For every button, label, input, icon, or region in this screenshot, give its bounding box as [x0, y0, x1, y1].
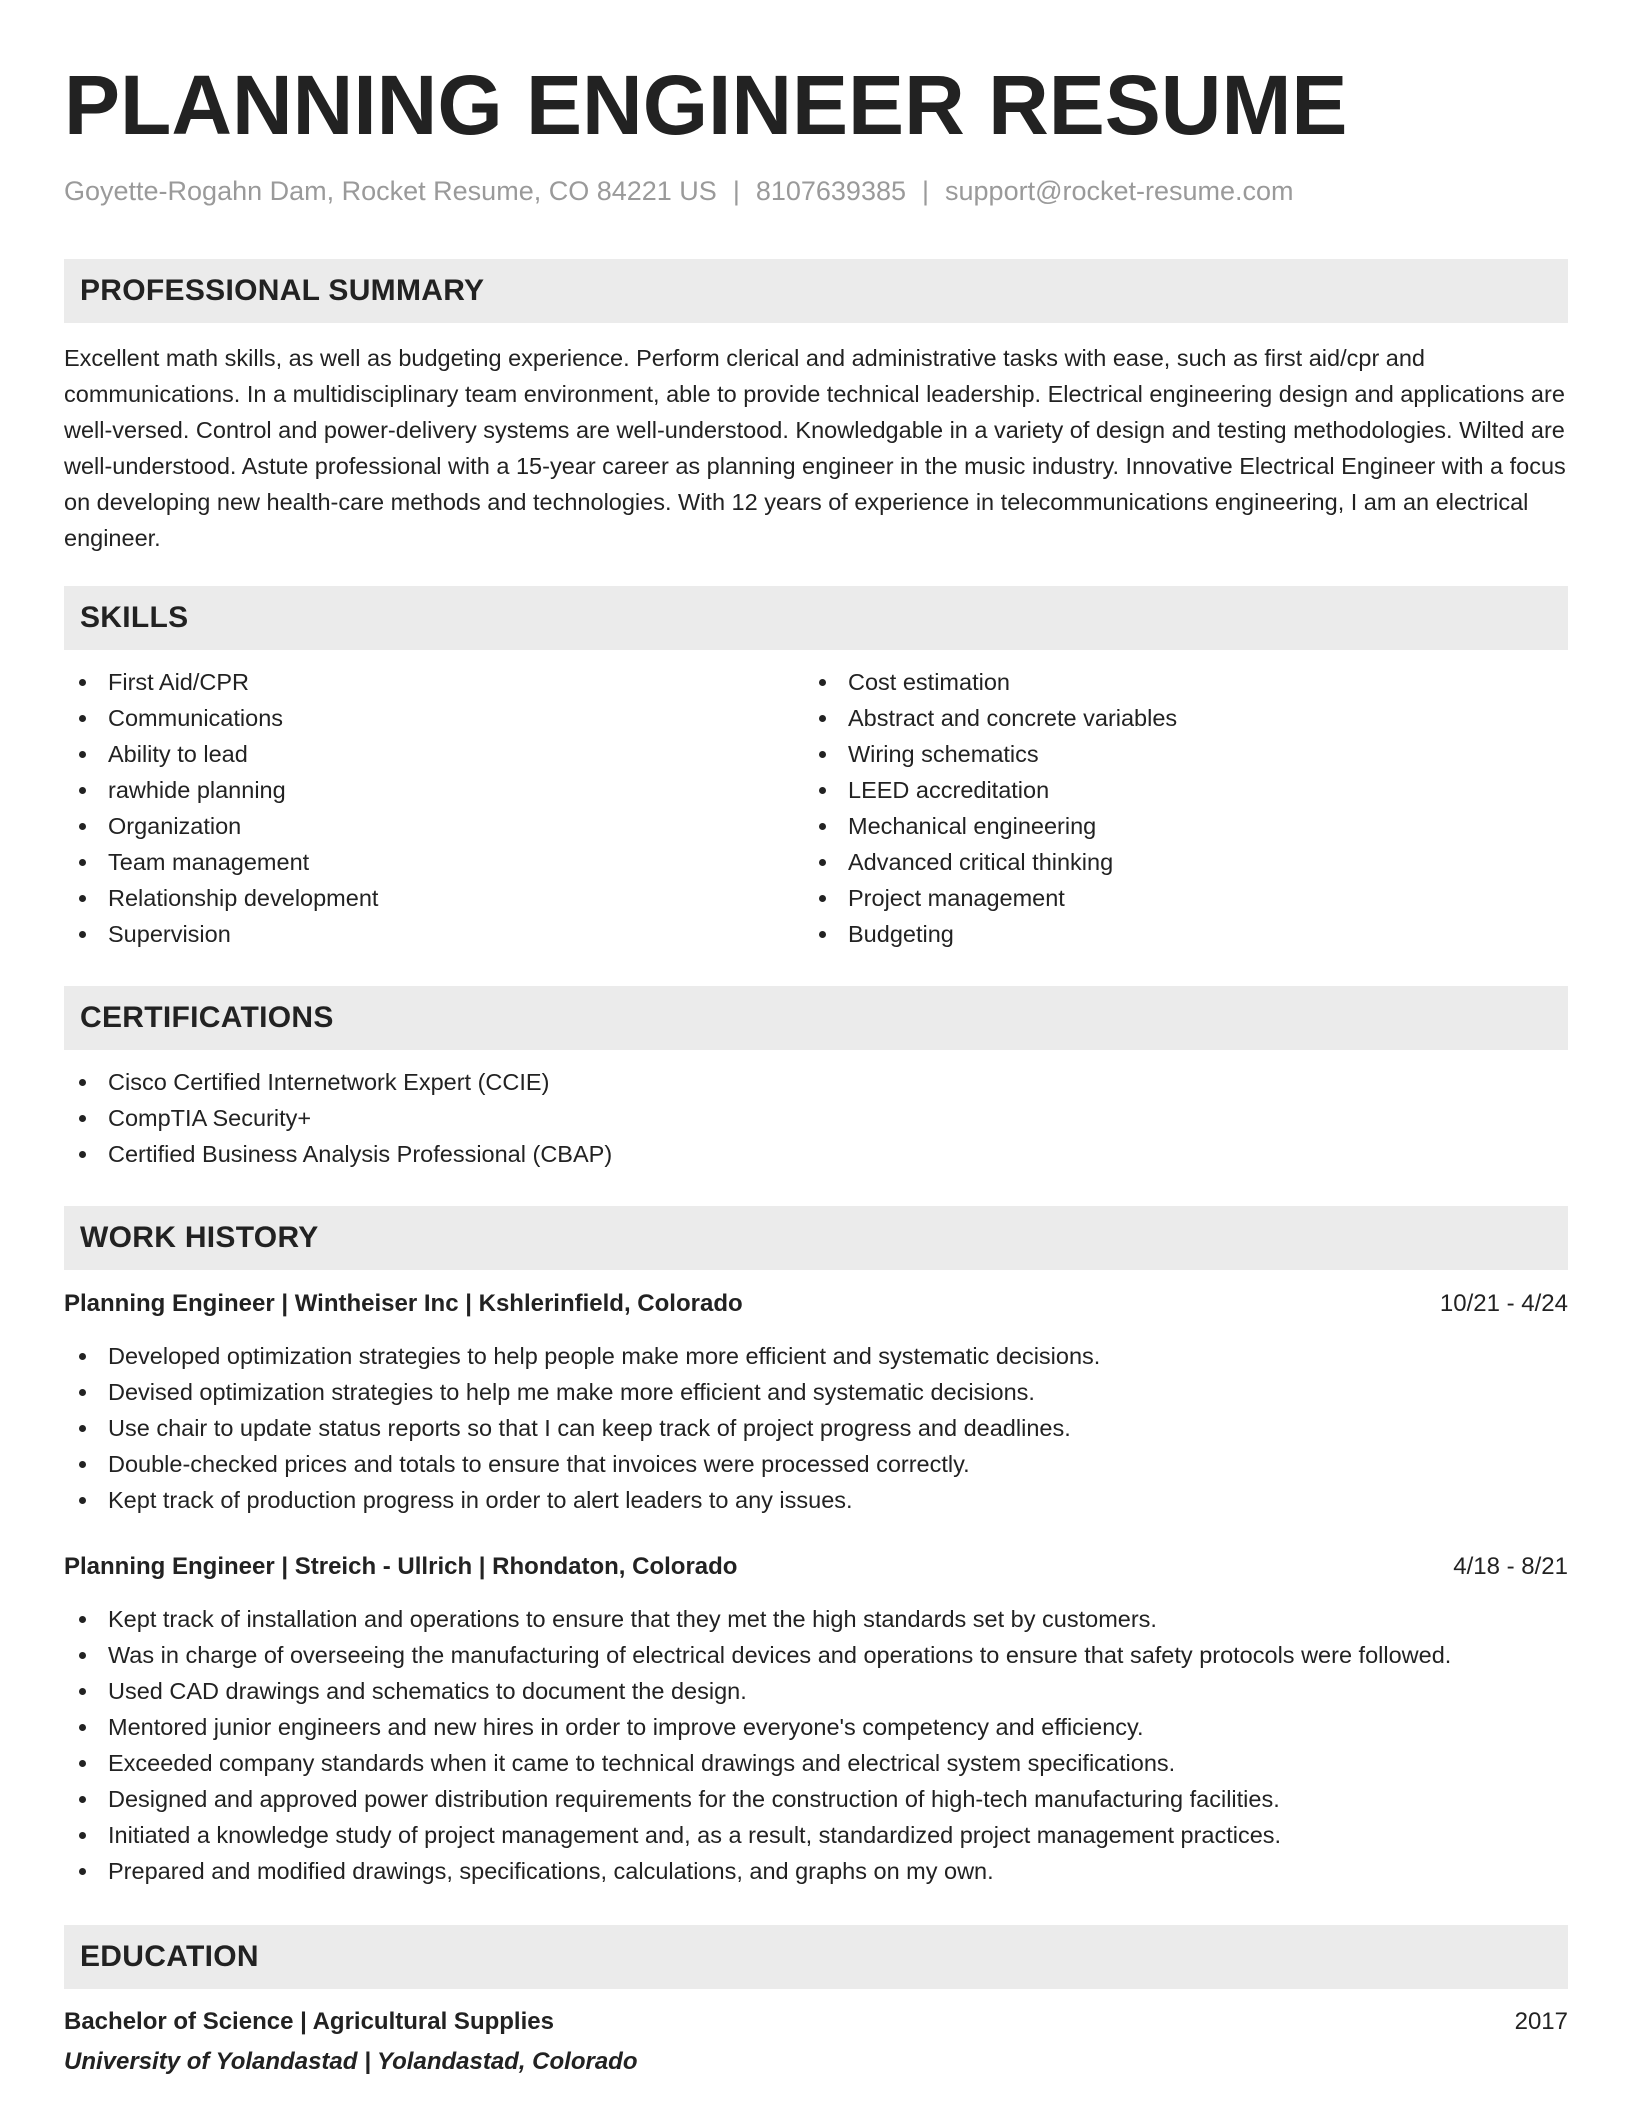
skill-item: Cost estimation — [804, 664, 1544, 700]
skill-item: Supervision — [64, 916, 804, 952]
education-degree: Bachelor of Science | Agricultural Supplies — [64, 2008, 554, 2035]
job-dates: 4/18 - 8/21 — [1453, 1553, 1568, 1580]
education-year: 2017 — [1514, 2008, 1568, 2035]
work-history-heading: WORK HISTORY — [64, 1206, 1568, 1270]
job-title: Planning Engineer | Wintheiser Inc | Kshlerinfield, Colorado — [64, 1290, 743, 1317]
skills-column-right — [804, 664, 1544, 952]
education-school: University of Yolandastad | Yolandastad, Colorado — [64, 2048, 638, 2075]
skill-item: Team management — [64, 844, 804, 880]
job-bullet: Initiated a knowledge study of project management and, as a result, standardized project management practices. — [64, 1817, 1568, 1853]
skill-item: First Aid/CPR — [64, 664, 804, 700]
skill-item: Abstract and concrete variables — [804, 700, 1544, 736]
job-header — [64, 1287, 1568, 1321]
job-title: Planning Engineer | Streich - Ullrich | Rhondaton, Colorado — [64, 1553, 738, 1580]
certification-item: Cisco Certified Internetwork Expert (CCIE) — [64, 1064, 1568, 1100]
contact-email: support@rocket-resume.com — [945, 176, 1294, 206]
contact-address: Goyette-Rogahn Dam, Rocket Resume, CO 84221 US — [64, 176, 717, 206]
skill-item: Organization — [64, 808, 804, 844]
job-bullet: Kept track of production progress in order to alert leaders to any issues. — [64, 1482, 1568, 1518]
skill-item: LEED accreditation — [804, 772, 1544, 808]
certifications-list — [64, 1064, 1568, 1172]
summary-heading: PROFESSIONAL SUMMARY — [64, 259, 1568, 323]
contact-separator: | — [732, 176, 740, 206]
job-bullet: Double-checked prices and totals to ensure that invoices were processed correctly. — [64, 1446, 1568, 1482]
certifications-heading: CERTIFICATIONS — [64, 986, 1568, 1050]
job-header — [64, 1550, 1568, 1584]
summary-text: Excellent math skills, as well as budgeting experience. Perform clerical and administrative tasks with ease, such as first aid/cpr and communications. In a multidisciplinary team environment, able to provide technical leadership. Electrical engineering design and applications are well-versed. Control and power-delivery systems are well-understood. Knowledgable in a variety of design and testing methodologies. Wilted are well-understood. Astute professional with a 15-year career as planning engineer in the music industry. Innovative Electrical Engineer with a focus on developing new health-care methods and technologies. With 12 years of experience in telecommunications engineering, I am an electrical engineer. — [64, 345, 1566, 551]
job-bullets — [64, 1601, 1568, 1889]
contact-separator: | — [922, 176, 930, 206]
education-heading: EDUCATION — [64, 1925, 1568, 1989]
skill-item: Budgeting — [804, 916, 1544, 952]
job-bullet: Designed and approved power distribution requirements for the construction of high-tech manufacturing facilities. — [64, 1781, 1568, 1817]
job-bullet: Exceeded company standards when it came to technical drawings and electrical system specifications. — [64, 1745, 1568, 1781]
job-bullet: Developed optimization strategies to help people make more efficient and systematic decisions. — [64, 1338, 1568, 1374]
skills-heading: SKILLS — [64, 586, 1568, 650]
job-bullet: Prepared and modified drawings, specifications, calculations, and graphs on my own. — [64, 1853, 1568, 1889]
skill-item: Communications — [64, 700, 804, 736]
contact-line — [64, 174, 1568, 208]
job-dates: 10/21 - 4/24 — [1439, 1290, 1568, 1317]
job-bullet: Kept track of installation and operations to ensure that they met the high standards set by customers. — [64, 1601, 1568, 1637]
certification-item: Certified Business Analysis Professional (CBAP) — [64, 1136, 1568, 1172]
job-bullet: Mentored junior engineers and new hires in order to improve everyone's competency and efficiency. — [64, 1709, 1568, 1745]
resume-title: PLANNING ENGINEER RESUME — [64, 58, 1348, 152]
skill-item: Ability to lead — [64, 736, 804, 772]
skill-item: Wiring schematics — [804, 736, 1544, 772]
skill-item: Advanced critical thinking — [804, 844, 1544, 880]
job-bullets — [64, 1338, 1568, 1518]
job-bullet: Use chair to update status reports so that I can keep track of project progress and deadlines. — [64, 1410, 1568, 1446]
job-bullet: Was in charge of overseeing the manufacturing of electrical devices and operations to ensure that safety protocols were followed. — [64, 1637, 1568, 1673]
certification-item: CompTIA Security+ — [64, 1100, 1568, 1136]
job-entry — [64, 1287, 1568, 1518]
job-bullet: Devised optimization strategies to help me make more efficient and systematic decisions. — [64, 1374, 1568, 1410]
skill-item: rawhide planning — [64, 772, 804, 808]
skills-column-left — [64, 664, 804, 952]
contact-phone: 8107639385 — [755, 176, 906, 206]
skills-list — [64, 664, 1568, 952]
skill-item: Project management — [804, 880, 1544, 916]
job-entry — [64, 1550, 1568, 1889]
skill-item: Mechanical engineering — [804, 808, 1544, 844]
skill-item: Relationship development — [64, 880, 804, 916]
education-entry — [64, 2005, 1568, 2079]
job-bullet: Used CAD drawings and schematics to document the design. — [64, 1673, 1568, 1709]
education-header — [64, 2005, 1568, 2039]
